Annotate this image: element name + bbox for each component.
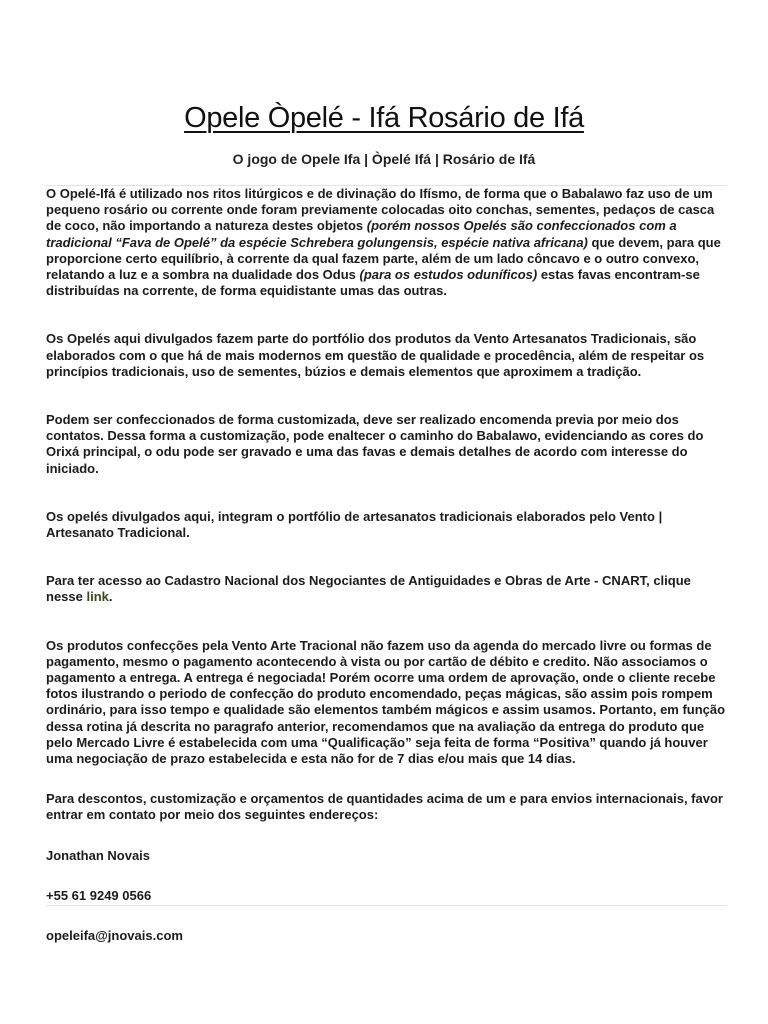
paragraph-artisan: Os opelés divulgados aqui, integram o portfólio de artesanatos tradicionais elaborados pelo Vento | Artesanato Tradicional. (46, 508, 663, 541)
intro-text-3: estas favas encontram-se distribuídas na corrente, de forma equidistante umas das outras. (46, 267, 700, 299)
intro-text-1: O Opelé-Ifá é utilizado nos ritos litúrgicos e de divinação do Ifísmo, de forma que o Babalawo faz uso de um pequeno rosário ou corrente onde foram previamente colocadas oito conchas, sementes, pedaços de casca de coco, não importando a natureza destes objetos (46, 186, 715, 234)
contact-phone: +55 61 9249 0566 (46, 887, 152, 903)
spacer (46, 864, 726, 888)
spacer (46, 299, 726, 331)
cnart-link[interactable]: link (86, 589, 109, 605)
contact-email: opeleifa@jnovais.com (46, 928, 183, 944)
cnart-text: Para ter acesso ao Cadastro Nacional dos Negociantes de Antiguidades e Obras de Arte - CNART, clique nesse (46, 573, 691, 605)
paragraph-payment: Os produtos confecções pela Vento Arte Tracional não fazem uso da agenda do mercado livre ou formas de pagamento, mesmo o pagamento acontecendo à vista ou por cartão de débito e credito. Não associamos o pagamento a entrega. A entrega é negociada! Porém ocorre uma ordem de aprovação, onde o cliente recebe fotos ilustrando o periodo de confecção do produto encomendado, peças mágicas, são assim pois rompem ordinário, para isso tempo e qualidade são elementos também mágicos e assim usamos. Portanto, em função dessa rotina já descrita no paragrafo anterior, recomendamos que na avaliação da entrega do produto que pelo Mercado Livre é estabelecida com uma “Qualificação” seja feita de forma “Positiva” quando já houver uma negociação de prazo estabelecida e esta não for de 7 dias e/ou mais que 14 dias. (46, 637, 726, 767)
intro-italic-2: (para os estudos oduníficos) (359, 267, 538, 283)
spacer (46, 477, 726, 509)
spacer (46, 606, 726, 638)
bottom-divider (46, 905, 726, 906)
paragraph-portfolio: Os Opelés aqui divulgados fazem parte do portfólio dos produtos da Vento Artesanatos Tradicionais, são elaborados com o que há de mais modernos em questão de qualidade e procedência, além de respeitar os princípios tradicionais, uso de sementes, búzios e demais elementos que aproximem a tradição. (46, 331, 705, 379)
spacer (46, 824, 726, 848)
cnart-end: . (108, 589, 113, 605)
intro-italic-1: (porém nossos Opelés são confeccionados com a tradicional “Fava de Opelé” da espécie Schrebera golungensis, espécie nativa africana) (46, 218, 677, 250)
paragraph-intro (46, 186, 726, 299)
page-subtitle: O jogo de Opele Ifa | Òpelé Ifá | Rosário de Ifá (232, 151, 536, 167)
spacer (46, 767, 726, 791)
spacer (46, 541, 726, 573)
intro-text-2: que devem, para que proporcione certo equilíbrio, à corrente da qual fazem parte, além de um lado côncavo e o outro convexo, relatando a luz e a sombra na dualidade dos Odus (46, 234, 721, 283)
paragraph-customization: Podem ser confeccionados de forma customizada, deve ser realizado encomenda previa por meio dos contatos. Dessa forma a customização, pode enaltecer o caminho do Babalawo, evidenciando as cores do Orixá principal, o odu pode ser gravado e uma das favas e demais detalhes de acordo com interesse do iniciado. (46, 412, 704, 476)
paragraph-cnart (46, 573, 726, 605)
spacer (46, 904, 726, 928)
spacer (46, 380, 726, 412)
paragraph-contact-intro: Para descontos, customização e orçamentos de quantidades acima de um e para envios internacionais, favor entrar em contato por meio dos seguintes endereços: (46, 791, 723, 823)
contact-name: Jonathan Novais (46, 847, 151, 863)
article-body (46, 186, 726, 944)
page-title: Opele Òpelé - Ifá Rosário de Ifá (184, 102, 584, 134)
